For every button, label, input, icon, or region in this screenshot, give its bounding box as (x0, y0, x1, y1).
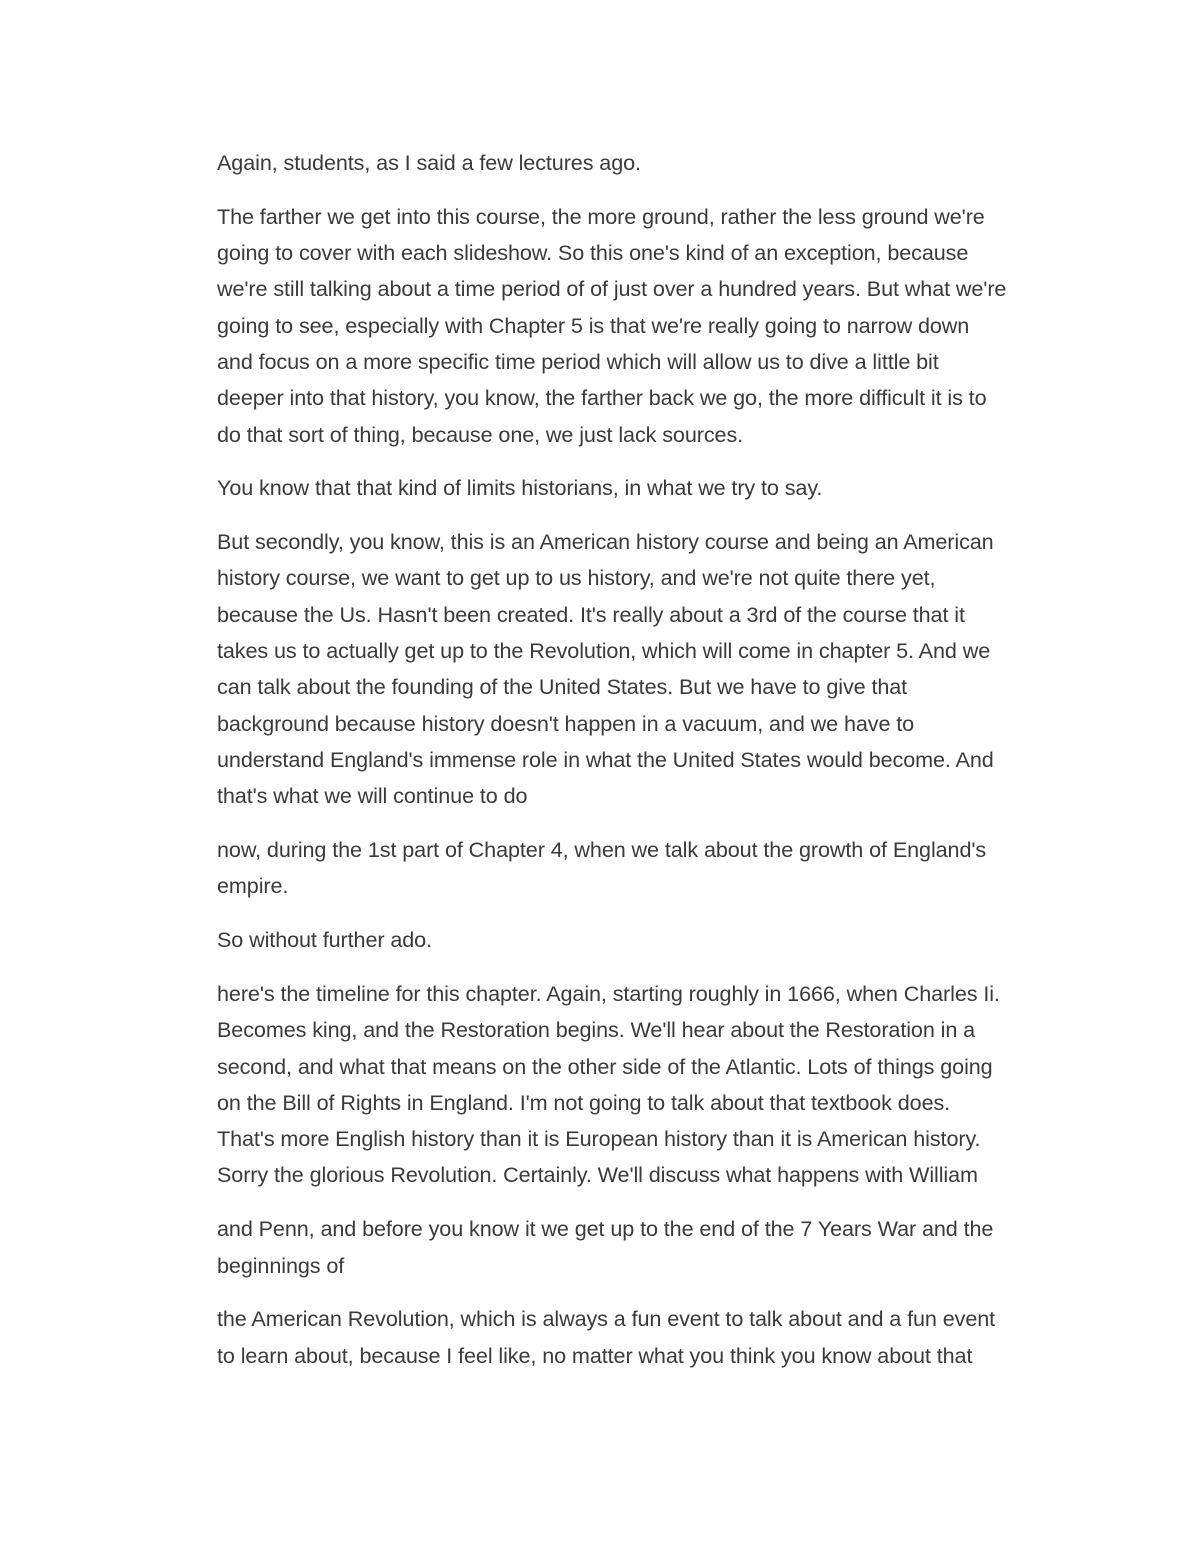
text-line: The farther we get into this course, the more ground, rather the less ground we're (217, 203, 985, 229)
document-body (217, 145, 1062, 1391)
paragraph (217, 1301, 1062, 1374)
paragraph (217, 199, 1062, 453)
paragraph (217, 922, 1062, 958)
text-line: background because history doesn't happen in a vacuum, and we have to (217, 710, 915, 736)
text-line: You know that that kind of limits historians, in what we try to say. (217, 475, 823, 501)
text-line: we're still talking about a time period of of just over a hundred years. But what we're (217, 276, 1007, 302)
paragraph (217, 832, 1062, 905)
text-line: second, and what that means on the other side of the Atlantic. Lots of things going (217, 1053, 993, 1079)
text-line: going to cover with each slideshow. So this one's kind of an exception, because (217, 240, 969, 266)
text-line: takes us to actually get up to the Revolution, which will come in chapter 5. And we (217, 638, 991, 664)
text-line: and focus on a more specific time period which will allow us to dive a little bit (217, 348, 939, 374)
text-line: That's more English history than it is European history than it is American history. (217, 1126, 981, 1152)
text-line: deeper into that history, you know, the farther back we go, the more difficult it is to (217, 385, 987, 411)
text-line: the American Revolution, which is always a fun event to talk about and a fun event (217, 1306, 996, 1332)
text-line: But secondly, you know, this is an American history course and being an American (217, 529, 994, 555)
text-line: beginnings of (217, 1252, 345, 1278)
text-line: that's what we will continue to do (217, 783, 528, 809)
text-line: Sorry the glorious Revolution. Certainly. We'll discuss what happens with William (217, 1162, 978, 1188)
text-line: do that sort of thing, because one, we just lack sources. (217, 421, 744, 447)
text-line: can talk about the founding of the United States. But we have to give that (217, 674, 908, 700)
paragraph (217, 1211, 1062, 1284)
text-line: Becomes king, and the Restoration begins. We'll hear about the Restoration in a (217, 1017, 976, 1043)
text-line: to learn about, because I feel like, no matter what you think you know about that (217, 1342, 973, 1368)
text-line: and Penn, and before you know it we get up to the end of the 7 Years War and the (217, 1216, 994, 1242)
paragraph (217, 524, 1062, 814)
paragraph (217, 976, 1062, 1194)
paragraph (217, 145, 1062, 181)
text-line: Again, students, as I said a few lectures ago. (217, 150, 641, 175)
text-line: history course, we want to get up to us history, and we're not quite there yet, (217, 565, 936, 591)
text-line: now, during the 1st part of Chapter 4, when we talk about the growth of England's (217, 837, 987, 863)
text-line: So without further ado. (217, 927, 432, 953)
text-line: here's the timeline for this chapter. Again, starting roughly in 1666, when Charles Ii. (217, 980, 1000, 1006)
text-line: empire. (217, 873, 289, 899)
text-line: going to see, especially with Chapter 5 is that we're really going to narrow down (217, 312, 970, 338)
text-line: understand England's immense role in what the United States would become. And (217, 746, 994, 772)
paragraph (217, 470, 1062, 506)
text-line: because the Us. Hasn't been created. It's really about a 3rd of the course that it (217, 601, 965, 627)
text-line: on the Bill of Rights in England. I'm not going to talk about that textbook does. (217, 1089, 951, 1115)
